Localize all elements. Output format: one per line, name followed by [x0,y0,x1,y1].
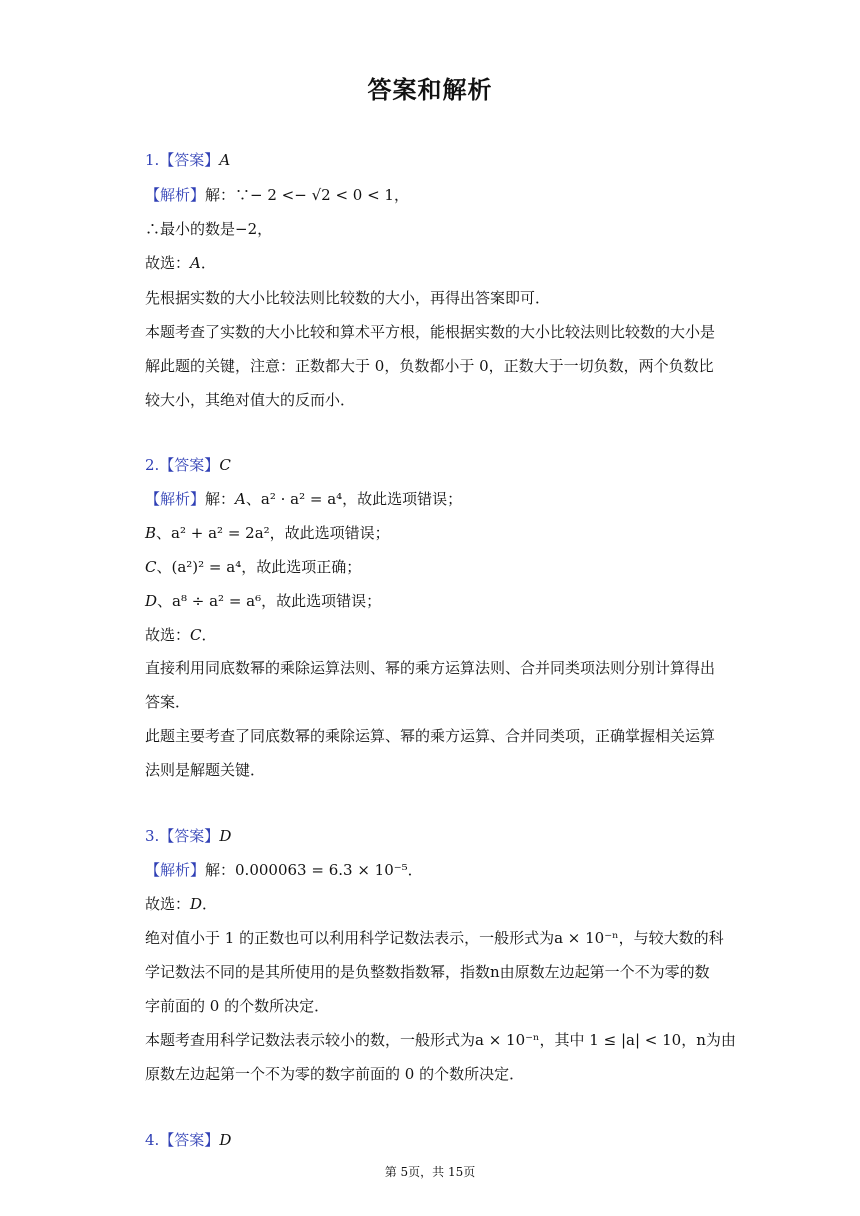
text-line [145,1064,730,1084]
text-span: 、a² + a² = 2a²，故此选项错误； [156,524,390,542]
text-span: A [190,254,201,272]
text-line [145,185,730,205]
text-line [145,356,730,376]
text-line [145,996,730,1016]
section-label: 1.【答案】 [145,151,220,169]
text-span: C [190,626,202,644]
text-span: ． [202,895,218,913]
text-span: B [145,524,157,542]
text-span: 故选： [145,626,191,644]
text-line [145,288,730,308]
text-span: 解：0.000063 = 6.3 × 10⁻⁵． [205,861,423,879]
text-span: C [145,558,157,576]
text-span: 本题考查了实数的大小比较和算术平方根，能根据实数的大小比较法则比较数的大小是 [145,323,716,341]
text-line [145,455,730,475]
text-line [145,1130,730,1150]
text-span: 原数左边起第一个不为零的数字前面的 0 的个数所决定． [145,1065,525,1083]
text-span: 解此题的关键，注意：正数都大于 0，负数都小于 0，正数大于一切负数，两个负数比 [145,357,714,375]
section-label: 3.【答案】 [145,827,220,845]
text-span: ． [201,626,217,644]
text-line [145,390,730,410]
page-title: 答案和解析 [367,76,493,104]
text-line [145,894,730,914]
text-span: A [219,151,231,169]
text-span: 学记数法不同的是其所使用的是负整数指数幂，指数n由原数左边起第一个不为零的数 [145,963,710,981]
text-span: 故选： [145,895,191,913]
section-label: 【解析】 [145,490,206,508]
text-line [145,523,730,543]
text-span: 先根据实数的大小比较法则比较数的大小，再得出答案即可． [145,289,551,307]
text-span: 答案． [145,693,191,711]
text-span: ． [200,254,216,272]
section-label: 4.【答案】 [145,1131,220,1149]
text-span: 解： [205,490,236,508]
text-line [145,658,730,678]
text-line [145,219,730,239]
text-span: 直接利用同底数幂的乘除运算法则、幂的乘方运算法则、合并同类项法则分别计算得出 [145,659,716,677]
text-span: D [145,592,158,610]
text-line [145,692,730,712]
text-span: 绝对值小于 1 的正数也可以利用科学记数法表示，一般形式为a × 10⁻ⁿ，与较大数的科 [145,929,724,947]
text-span: D [219,827,232,845]
text-span: C [219,456,231,474]
page-footer: 第 5页，共 15页 [384,1165,476,1179]
text-span: 、a⁸ ÷ a² = a⁶，故此选项错误； [157,592,382,610]
text-span: 法则是解题关键． [145,761,266,779]
section-label: 【解析】 [145,186,206,204]
text-span: 字前面的 0 的个数所决定． [145,997,330,1015]
text-line [145,625,730,645]
text-line [145,591,730,611]
text-line [145,760,730,780]
text-line [145,322,730,342]
text-line [145,928,730,948]
text-span: A [235,490,246,508]
text-line [145,150,730,170]
text-span: D [219,1131,232,1149]
text-line [145,253,730,273]
text-span: 本题考查用科学记数法表示较小的数，一般形式为a × 10⁻ⁿ，其中 1 ≤ |a| < 10，n为由 [145,1031,736,1049]
text-span: D [190,895,203,913]
text-line [145,726,730,746]
text-line [145,489,730,509]
text-span: 此题主要考查了同底数幂的乘除运算、幂的乘方运算、合并同类项，正确掌握相关运算 [145,727,716,745]
text-line [145,860,730,880]
text-span: 较大小，其绝对值大的反而小． [145,391,356,409]
text-line [145,962,730,982]
text-span: 故选： [145,254,191,272]
text-span: ∴最小的数是−2， [145,220,273,238]
text-line [145,557,730,577]
text-span: 、(a²)² = a⁴，故此选项正确； [156,558,362,576]
text-line [145,826,730,846]
section-label: 【解析】 [145,861,206,879]
text-line [145,1030,736,1050]
section-label: 2.【答案】 [145,456,220,474]
text-span: 、a² · a² = a⁴，故此选项错误； [245,490,463,508]
text-span: 解：∵− 2 <− √2 < 0 < 1， [205,186,409,204]
